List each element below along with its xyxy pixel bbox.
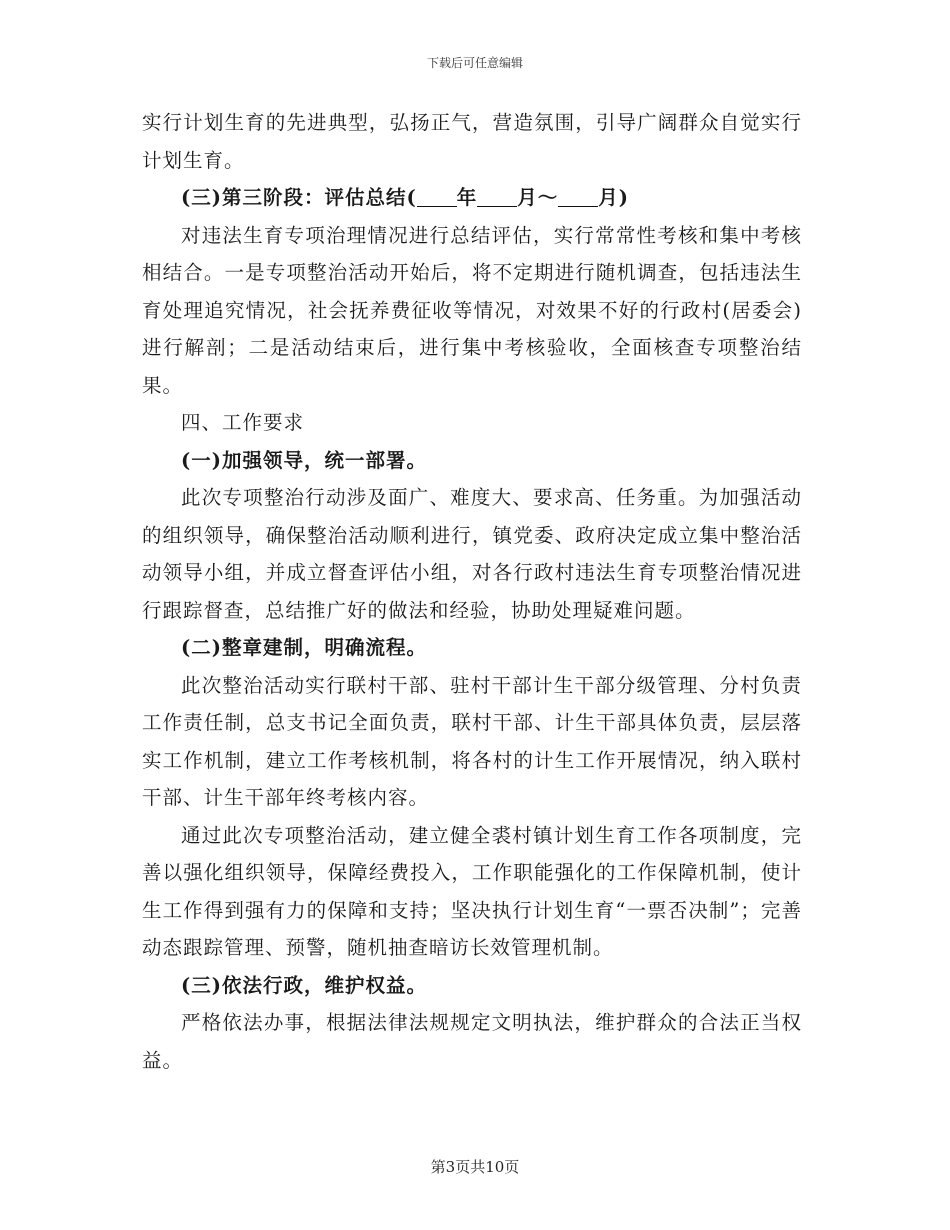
- heading-3: (三)依法行政，维护权益。: [181, 973, 427, 997]
- paragraph-1: 此次专项整治行动涉及面广、难度大、要求高、任务重。为加强活动的组织领导，确保整治活动顺利进行，镇党委、政府决定成立集中整治活动领导小组，并成立督查评估小组，对各行政村违法生育专项整治情况进行跟踪督查，总结推广好的做法和经验，协助处理疑难问题。: [142, 486, 802, 622]
- blank-month-end: [558, 186, 598, 207]
- blank-year: [417, 186, 457, 207]
- page-header: 下载后可任意编辑: [426, 56, 523, 70]
- stage3-month2: 月): [598, 186, 629, 209]
- page-footer: 第3页共10页: [430, 1158, 520, 1176]
- paragraph-stage-3: 对违法生育专项治理情况进行总结评估，实行常常性考核和集中考核相结合。一是专项整治活动开始后，将不定期进行随机调查，包括违法生育处理追究情况，社会抚养费征收等情况，对效果不好的行政村(居委会)进行解剖；二是活动结束后，进行集中考核验收，全面核查专项整治结果。: [142, 223, 802, 397]
- stage3-month1: 月～: [517, 186, 559, 209]
- paragraph-2b: 通过此次专项整治活动，建立健全裘村镇计划生育工作各项制度，完善以强化组织领导，保障经费投入，工作职能强化的工作保障机制，使计生工作得到强有力的保障和支持；坚决执行计划生育“一票否决制”；完善动态跟踪管理、预警，随机抽查暗访长效管理机制。: [142, 823, 802, 959]
- heading-stage-3: [142, 179, 802, 217]
- blank-month-start: [477, 186, 517, 207]
- stage3-year: 年: [456, 186, 478, 209]
- paragraph-2a: 此次整治活动实行联村干部、驻村干部计生干部分级管理、分村负责工作责任制，总支书记全面负责，联村干部、计生干部具体负责，层层落实工作机制，建立工作考核机制，将各村的计生工作开展情况，纳入联村干部、计生干部年终考核内容。: [142, 673, 802, 809]
- heading-1: (一)加强领导，统一部署。: [181, 448, 427, 472]
- document-body: [142, 104, 802, 1079]
- section-title-4: 四、工作要求: [181, 411, 305, 434]
- heading-2: (二)整章建制，明确流程。: [181, 636, 427, 659]
- stage3-prefix: (三)第三阶段：评估总结(: [181, 186, 417, 209]
- paragraph-3: 严格依法办事，根据法律法规规定文明执法，维护群众的合法正当权益。: [142, 1011, 802, 1072]
- paragraph-continuation: 实行计划生育的先进典型，弘扬正气，营造氛围，引导广阔群众自觉实行计划生育。: [142, 111, 802, 172]
